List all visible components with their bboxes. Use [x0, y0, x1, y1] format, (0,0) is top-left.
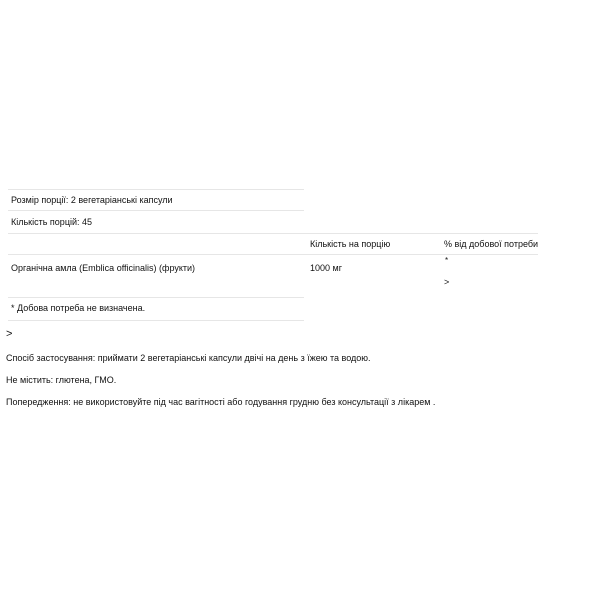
chevron-right-icon: > [6, 328, 13, 340]
serving-size-row [8, 189, 304, 210]
table-header-row [8, 233, 538, 254]
ingredient-amount: 1000 мг [310, 263, 342, 273]
warning-text: Попередження: не використовуйте під час вагітності або годування грудню без консультації з лікарем . [6, 397, 436, 407]
free-of-text: Не містить: глютена, ГМО. [6, 375, 117, 385]
supplement-facts-table [8, 189, 538, 321]
daily-value-header: % від добової потреби [444, 239, 539, 249]
ingredient-name: Органічна амла (Emblica officinalis) (фрукти) [11, 263, 196, 273]
daily-value-arrow: > [444, 277, 450, 287]
footnote-text: * Добова потреба не визначена. [11, 303, 146, 313]
servings-count-text: Кількість порцій: 45 [11, 217, 93, 227]
daily-value-mark: * [445, 256, 449, 265]
amount-per-serving-header: Кількість на порцію [310, 239, 391, 249]
footnote-row [8, 297, 304, 321]
ingredient-row [8, 254, 538, 297]
usage-text: Спосіб застосування: приймати 2 вегетаріанські капсули двічі на день з їжею та водою. [6, 353, 371, 363]
servings-count-row [8, 210, 304, 233]
serving-size-text: Розмір порції: 2 вегетаріанські капсули [11, 195, 173, 205]
